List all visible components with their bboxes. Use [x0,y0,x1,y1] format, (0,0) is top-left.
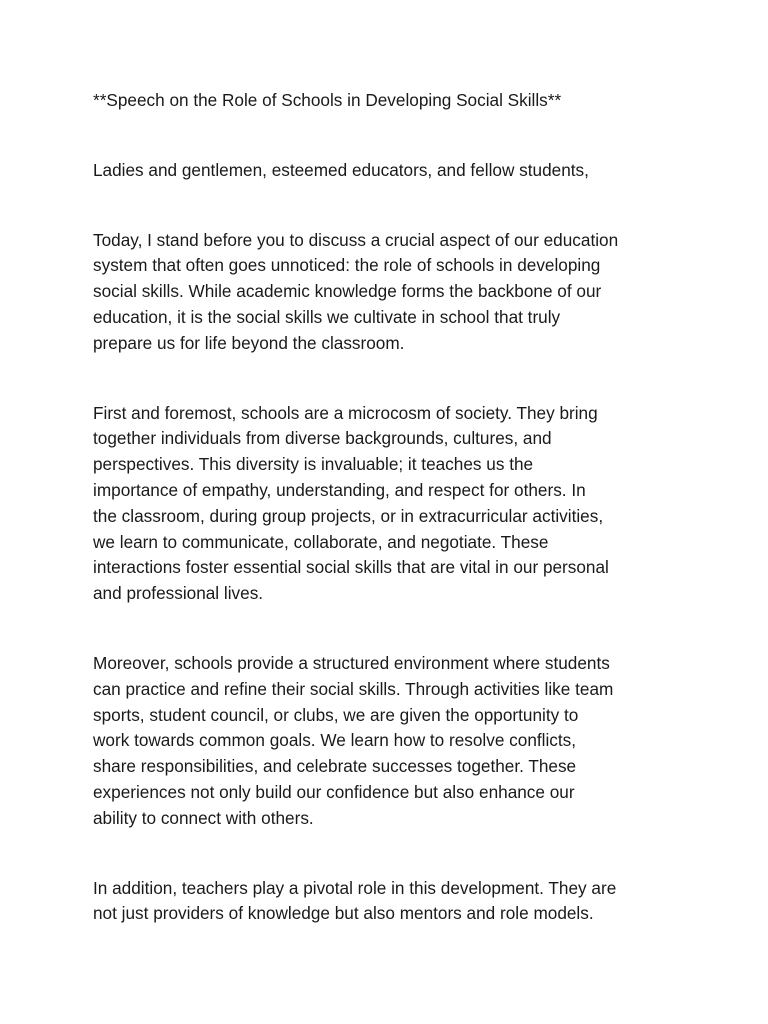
document-body [93,88,683,971]
speech-title: **Speech on the Role of Schools in Developing Social Skills** [93,90,562,110]
greeting-line: Ladies and gentlemen, esteemed educators, and fellow students, [93,159,589,180]
paragraph-structured-environment: Moreover, schools provide a structured environment where students can practice and refine their social skills. Through activities like team sports, student council, or clubs, we are given the opportunity to work towards common goals. We learn how to resolve conflicts, share responsibilities, and celebrate successes together. These experiences not only build our confidence but also enhance our ability to connect with others. [93,652,614,828]
paragraph-teachers: In addition, teachers play a pivotal role in this development. They are not just providers of knowledge but also mentors and role models. [93,877,617,924]
paragraph-intro: Today, I stand before you to discuss a crucial aspect of our education system that often goes unnoticed: the role of schools in developing social skills. While academic knowledge forms the backbone of our education, it is the social skills we cultivate in school that truly prepare us for life beyond the classroom. [93,229,619,353]
paragraph-microcosm: First and foremost, schools are a microcosm of society. They bring together individuals from diverse backgrounds, cultures, and perspectives. This diversity is invaluable; it teaches us the importance of empathy, understanding, and respect for others. In the classroom, during group projects, or in extracurricular activities, we learn to communicate, collaborate, and negotiate. These interactions foster essential social skills that are vital in our personal and professional lives. [93,402,609,604]
